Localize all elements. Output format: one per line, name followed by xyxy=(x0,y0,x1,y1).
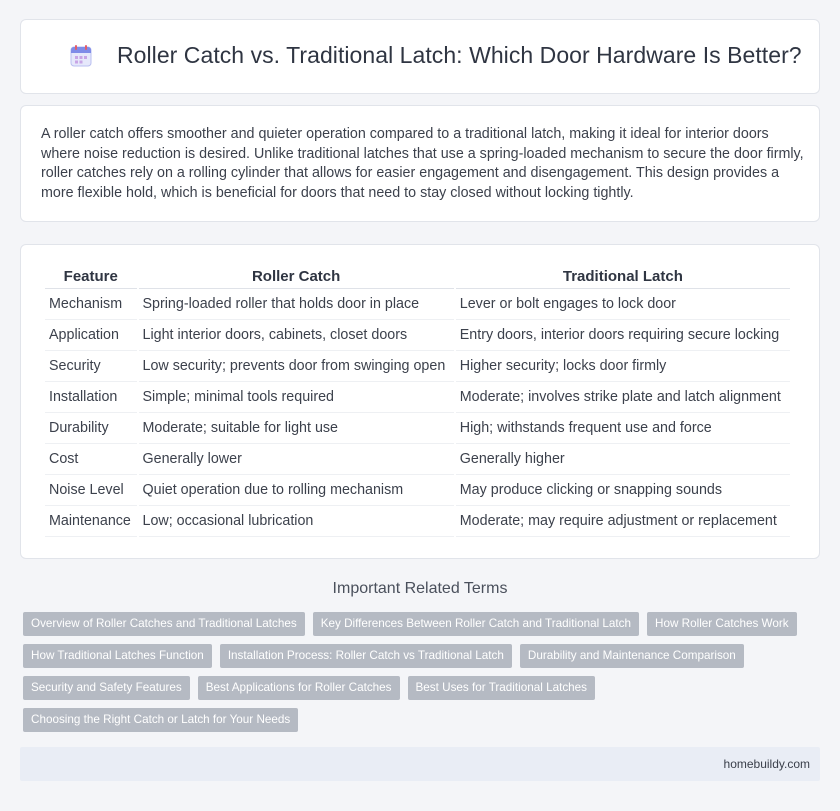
tag-row xyxy=(23,644,823,668)
table-row xyxy=(45,289,790,320)
table-row xyxy=(45,475,790,506)
title-wrap xyxy=(68,42,802,69)
feature-cell: Maintenance xyxy=(45,506,137,537)
related-term-tag[interactable]: How Roller Catches Work xyxy=(647,612,797,636)
roller-catch-cell: Spring-loaded roller that holds door in place xyxy=(139,289,454,320)
roller-catch-cell: Generally lower xyxy=(139,444,454,475)
table-row xyxy=(45,351,790,382)
header-card xyxy=(20,19,820,94)
table-row xyxy=(45,413,790,444)
traditional-latch-cell: May produce clicking or snapping sounds xyxy=(456,475,790,506)
traditional-latch-cell: High; withstands frequent use and force xyxy=(456,413,790,444)
feature-cell: Application xyxy=(45,320,137,351)
feature-cell: Security xyxy=(45,351,137,382)
header-roller-catch: Roller Catch xyxy=(139,265,454,289)
related-term-tag[interactable]: Choosing the Right Catch or Latch for Your Needs xyxy=(23,708,298,732)
feature-cell: Mechanism xyxy=(45,289,137,320)
traditional-latch-cell: Entry doors, interior doors requiring secure locking xyxy=(456,320,790,351)
tag-row xyxy=(23,612,823,636)
roller-catch-cell: Light interior doors, cabinets, closet doors xyxy=(139,320,454,351)
traditional-latch-cell: Moderate; may require adjustment or replacement xyxy=(456,506,790,537)
footer-bar xyxy=(20,747,820,781)
comparison-card xyxy=(20,244,820,559)
traditional-latch-cell: Higher security; locks door firmly xyxy=(456,351,790,382)
table-row xyxy=(45,444,790,475)
roller-catch-cell: Quiet operation due to rolling mechanism xyxy=(139,475,454,506)
table-header-row xyxy=(45,265,790,289)
table-row xyxy=(45,382,790,413)
feature-cell: Cost xyxy=(45,444,137,475)
roller-catch-cell: Low security; prevents door from swinging open xyxy=(139,351,454,382)
related-term-tag[interactable]: Installation Process: Roller Catch vs Traditional Latch xyxy=(220,644,512,668)
traditional-latch-cell: Moderate; involves strike plate and latch alignment xyxy=(456,382,790,413)
roller-catch-cell: Moderate; suitable for light use xyxy=(139,413,454,444)
page-title: Roller Catch vs. Traditional Latch: Which Door Hardware Is Better? xyxy=(117,42,802,68)
comparison-table xyxy=(43,265,792,537)
related-terms-heading: Important Related Terms xyxy=(332,580,508,597)
roller-catch-cell: Low; occasional lubrication xyxy=(139,506,454,537)
feature-cell: Durability xyxy=(45,413,137,444)
roller-catch-cell: Simple; minimal tools required xyxy=(139,382,454,413)
related-term-tag[interactable]: Key Differences Between Roller Catch and Traditional Latch xyxy=(313,612,639,636)
related-term-tag[interactable]: Best Uses for Traditional Latches xyxy=(408,676,596,700)
related-term-tag[interactable]: Best Applications for Roller Catches xyxy=(198,676,400,700)
related-term-tag[interactable]: Durability and Maintenance Comparison xyxy=(520,644,744,668)
feature-cell: Installation xyxy=(45,382,137,413)
traditional-latch-cell: Generally higher xyxy=(456,444,790,475)
header-traditional-latch: Traditional Latch xyxy=(456,265,790,289)
related-term-tag[interactable]: How Traditional Latches Function xyxy=(23,644,212,668)
intro-card xyxy=(20,105,820,222)
intro-paragraph: A roller catch offers smoother and quieter operation compared to a traditional latch, making it ideal for interior doors where noise reduction is desired. Unlike traditional latches that use a spring-loaded mechanism to secure the door firmly, roller catches rely on a rolling cylinder that allows for easier engagement and disengagement. This design provides a more flexible hold, which is beneficial for doors that need to stay closed without locking tightly. xyxy=(41,126,804,201)
related-term-tag[interactable]: Security and Safety Features xyxy=(23,676,190,700)
header-feature: Feature xyxy=(45,265,137,289)
tag-row xyxy=(23,708,823,732)
tag-row xyxy=(23,676,823,700)
traditional-latch-cell: Lever or bolt engages to lock door xyxy=(456,289,790,320)
calendar-icon xyxy=(68,43,94,69)
table-row xyxy=(45,320,790,351)
related-term-tag[interactable]: Overview of Roller Catches and Traditional Latches xyxy=(23,612,305,636)
related-terms-list xyxy=(23,612,823,740)
site-name[interactable]: homebuildy.com xyxy=(723,757,810,771)
table-row xyxy=(45,506,790,537)
feature-cell: Noise Level xyxy=(45,475,137,506)
